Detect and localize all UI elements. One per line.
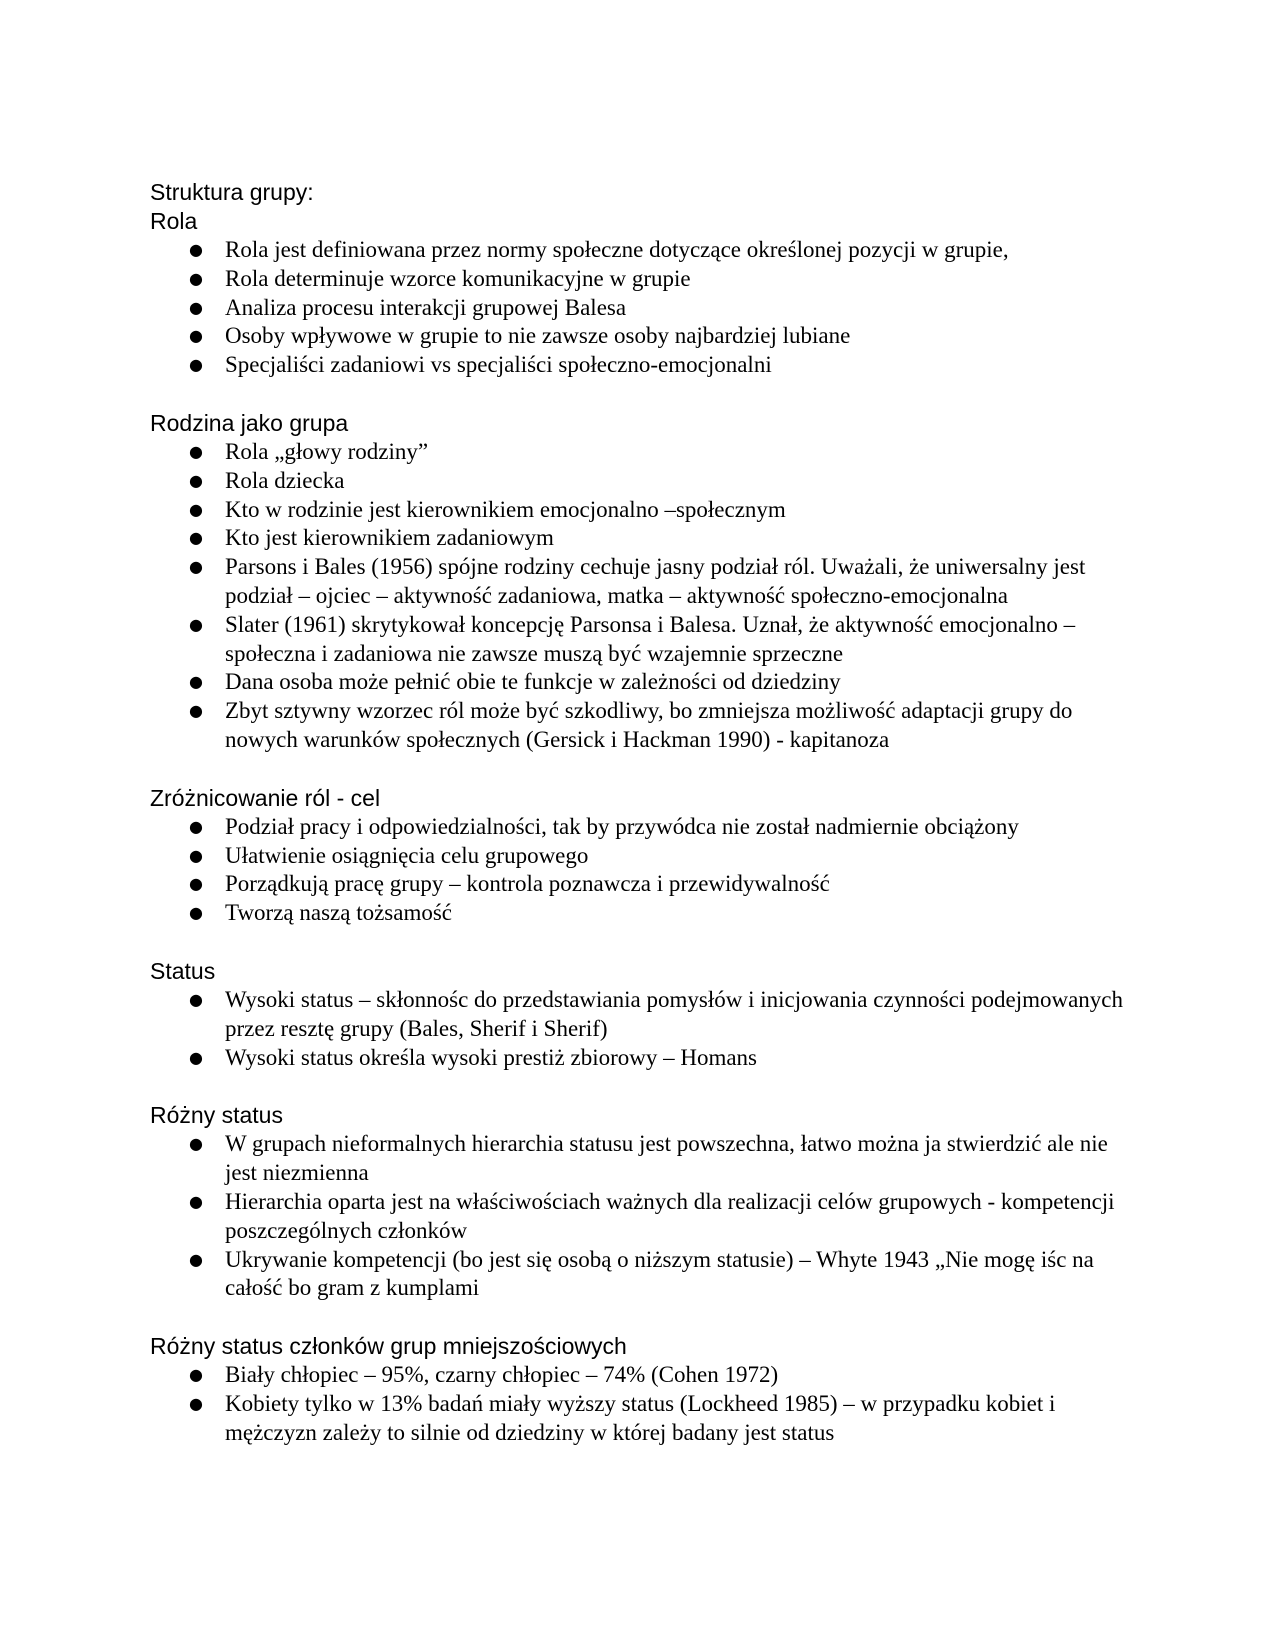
section-rozny-status: [150, 1101, 1130, 1303]
list-item: [150, 1188, 1130, 1246]
list-item: [150, 870, 1130, 899]
document-title: Struktura grupy:: [150, 179, 314, 205]
bullet-icon: ●: [189, 240, 203, 259]
list-item-text: Rola dziecka: [225, 467, 345, 493]
list-item: [150, 986, 1130, 1044]
list-item: [150, 1130, 1130, 1188]
list-item: [150, 351, 1130, 380]
list-item-text: Wysoki status określa wysoki prestiż zbiorowy – Homans: [225, 1044, 758, 1070]
bullet-icon: ●: [189, 326, 203, 346]
list-item-text: Wysoki status – skłonnośc do przedstawiania pomysłów i inicjowania czynności podejmowanych przez resztę grupy (Bales, Sherif i Sherif): [225, 986, 1123, 1041]
bullet-icon: ●: [189, 874, 203, 894]
list-item-text: Ułatwienie osiągnięcia celu grupowego: [225, 842, 589, 868]
list-item-text: Specjaliści zadaniowi vs specjaliści społeczno-emocjonalni: [225, 352, 772, 378]
bullet-icon: ●: [189, 816, 203, 836]
section-heading: Rola: [150, 208, 198, 234]
section-heading: Zróżnicowanie ról - cel: [150, 784, 381, 811]
bullet-list: [150, 986, 1130, 1072]
list-item: [150, 899, 1130, 928]
list-item: [150, 322, 1130, 351]
section-rodzina: [150, 409, 1130, 755]
list-item: [150, 438, 1130, 467]
list-item: [150, 1246, 1130, 1304]
list-item: [150, 842, 1130, 871]
list-item: [150, 467, 1130, 496]
document-body: [150, 178, 1130, 1448]
list-item-text: Kto jest kierownikiem zadaniowym: [225, 525, 554, 551]
list-item: [150, 697, 1130, 755]
bullet-icon: ●: [189, 355, 203, 375]
list-item-text: Podział pracy i odpowiedzialności, tak by przywódca nie został nadmiernie obciążony: [225, 813, 1019, 839]
list-item: [150, 496, 1130, 525]
list-item-text: Slater (1961) skrytykował koncepcję Parsonsa i Balesa. Uznał, że aktywność emocjonalno –społeczna i zadaniowa nie zawsze muszą być wzajemnie sprzeczne: [225, 611, 1076, 666]
section-heading: Rodzina jako grupa: [150, 409, 349, 436]
list-item-text: W grupach nieformalnych hierarchia statusu jest powszechna, łatwo można ja stwierdzić ale nie jest niezmienna: [225, 1131, 1108, 1186]
section-heading: Różny status członków grup mniejszościowych: [150, 1333, 627, 1360]
list-item-text: Rola determinuje wzorce komunikacyjne w grupie: [225, 265, 691, 291]
list-item-text: Dana osoba może pełnić obie te funkcje w zależności od dziedziny: [225, 669, 841, 695]
bullet-icon: ●: [189, 989, 203, 1009]
list-item-text: Parsons i Bales (1956) spójne rodziny cechuje jasny podział ról. Uważali, że uniwersalny jest podział – ojciec – aktywność zadaniowa, matka – aktywność społeczno-emocjonalna: [225, 554, 1086, 608]
section-mniejszosci: [150, 1332, 1130, 1447]
list-item-text: Porządkują pracę grupy – kontrola poznawcza i przewidywalność: [225, 871, 830, 897]
list-item: [150, 294, 1130, 323]
list-item: [150, 668, 1130, 697]
bullet-icon: ●: [189, 470, 203, 490]
section-heading: Status: [150, 957, 216, 984]
list-item: [150, 611, 1130, 669]
list-item-text: Osoby wpływowe w grupie to nie zawsze osoby najbardziej lubiane: [225, 323, 851, 349]
list-item: [150, 1390, 1130, 1448]
bullet-icon: ●: [189, 557, 203, 577]
bullet-list: [150, 1361, 1130, 1447]
bullet-icon: ●: [189, 1047, 203, 1067]
bullet-icon: ●: [189, 672, 203, 692]
bullet-list: [150, 1130, 1130, 1303]
bullet-icon: ●: [189, 499, 203, 519]
bullet-list: [150, 438, 1130, 755]
bullet-icon: ●: [189, 1191, 203, 1211]
bullet-icon: ●: [189, 1134, 203, 1154]
list-item-text: Hierarchia oparta jest na właściwościach ważnych dla realizacji celów grupowych - kompetencji poszczególnych członków: [225, 1188, 1115, 1243]
section-status: [150, 957, 1130, 1072]
bullet-icon: ●: [189, 1393, 203, 1413]
list-item: [150, 524, 1130, 553]
section-rola: [150, 207, 1130, 380]
list-item-text: Rola „głowy rodziny”: [225, 438, 429, 464]
bullet-icon: ●: [189, 1365, 203, 1385]
list-item-text: Tworzą naszą tożsamość: [225, 900, 453, 926]
bullet-icon: ●: [189, 528, 203, 548]
list-item-text: Zbyt sztywny wzorzec ról może być szkodliwy, bo zmniejsza możliwość adaptacji grupy do nowych warunków społecznych (Gersick i Hackman 1990) - kapitanoza: [225, 698, 1073, 752]
list-item-text: Kto w rodzinie jest kierownikiem emocjonalno –społecznym: [225, 496, 786, 522]
bullet-icon: ●: [189, 845, 203, 865]
list-item-text: Analiza procesu interakcji grupowej Balesa: [225, 294, 627, 320]
list-item-text: Rola jest definiowana przez normy społeczne dotyczące określonej pozycji w grupie,: [225, 237, 1009, 262]
list-item: [150, 1044, 1130, 1073]
bullet-icon: ●: [189, 903, 203, 923]
list-item-text: Kobiety tylko w 13% badań miały wyższy status (Lockheed 1985) – w przypadku kobiet i mężczyzn zależy to silnie od dziedziny w której badany jest status: [225, 1390, 1056, 1445]
list-item: [150, 813, 1130, 842]
bullet-list: [150, 813, 1130, 928]
list-item: [150, 1361, 1130, 1390]
list-item-text: Biały chłopiec – 95%, czarny chłopiec – 74% (Cohen 1972): [225, 1362, 779, 1388]
bullet-icon: ●: [189, 441, 203, 461]
section-heading: Różny status: [150, 1102, 283, 1129]
section-zroznicowanie: [150, 784, 1130, 928]
bullet-icon: ●: [189, 297, 203, 317]
bullet-icon: ●: [189, 701, 203, 721]
list-item: [150, 236, 1130, 265]
list-item: [150, 265, 1130, 294]
bullet-list: [150, 236, 1130, 380]
list-item-text: Ukrywanie kompetencji (bo jest się osobą o niższym statusie) – Whyte 1943 „Nie mogę iśc na całość bo gram z kumplami: [225, 1246, 1094, 1301]
bullet-icon: ●: [189, 1249, 203, 1269]
bullet-icon: ●: [189, 268, 203, 288]
list-item: [150, 553, 1130, 611]
bullet-icon: ●: [189, 614, 203, 634]
